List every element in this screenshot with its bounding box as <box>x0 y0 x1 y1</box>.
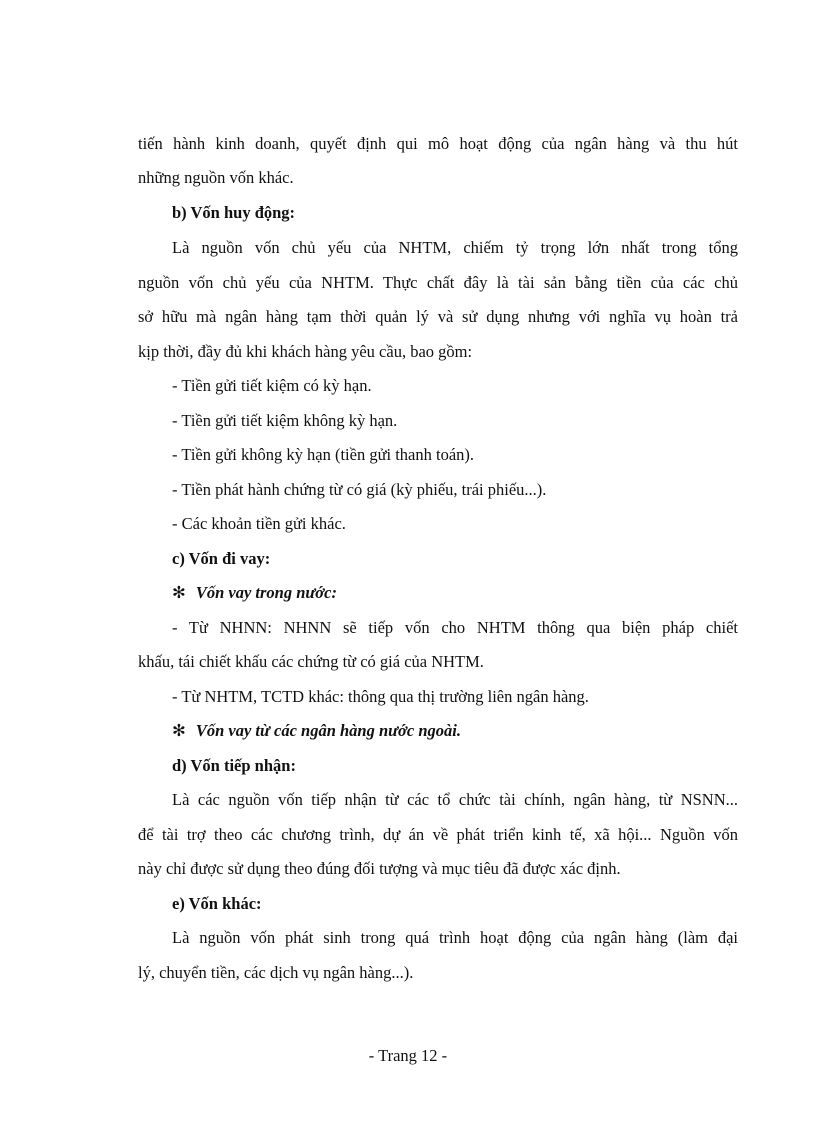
paragraph-line: những nguồn vốn khác. <box>138 168 294 187</box>
list-item: - Tiền gửi tiết kiệm không kỳ hạn. <box>172 411 398 430</box>
paragraph-line: nguồn vốn chủ yếu của NHTM. Thực chất đây là tài sản bằng tiền của các chủ <box>138 273 738 292</box>
list-item: - Tiền gửi không kỳ hạn (tiền gửi thanh toán). <box>172 445 475 464</box>
paragraph-line: để tài trợ theo các chương trình, dự án về phát triển kinh tế, xã hội... Nguồn vốn <box>138 825 738 844</box>
section-heading-d: d) Vốn tiếp nhận: <box>172 756 296 775</box>
asterisk-icon: ✻ <box>172 583 186 602</box>
list-item: - Các khoản tiền gửi khác. <box>172 514 346 533</box>
paragraph-line: Là các nguồn vốn tiếp nhận từ các tổ chức tài chính, ngân hàng, từ NSNN... <box>172 790 738 809</box>
section-heading-b: b) Vốn huy động: <box>172 203 296 222</box>
paragraph-line: Là nguồn vốn phát sinh trong quá trình hoạt động của ngân hàng (làm đại <box>172 928 738 947</box>
paragraph-line: - Từ NHTM, TCTD khác: thông qua thị trường liên ngân hàng. <box>172 687 589 706</box>
paragraph-line: sở hữu mà ngân hàng tạm thời quản lý và sử dụng nhưng với nghĩa vụ hoàn trả <box>138 307 738 326</box>
asterisk-icon: ✻ <box>172 721 186 740</box>
bullet-heading <box>172 721 738 741</box>
section-heading-c: c) Vốn đi vay: <box>172 549 271 568</box>
paragraph-line: này chỉ được sử dụng theo đúng đối tượng và mục tiêu đã được xác định. <box>138 859 621 878</box>
list-item: - Tiền gửi tiết kiệm có kỳ hạn. <box>172 376 372 395</box>
paragraph-line: Là nguồn vốn chủ yếu của NHTM, chiếm tỷ trọng lớn nhất trong tổng <box>172 238 738 257</box>
list-item: - Tiền phát hành chứng từ có giá (kỳ phiếu, trái phiếu...). <box>172 480 547 499</box>
paragraph-line: kịp thời, đầy đủ khi khách hàng yêu cầu, bao gồm: <box>138 342 473 361</box>
bullet-heading-text: Vốn vay từ các ngân hàng nước ngoài. <box>195 721 461 740</box>
paragraph-line: lý, chuyển tiền, các dịch vụ ngân hàng...). <box>138 963 414 982</box>
bullet-heading <box>172 583 738 603</box>
paragraph-line: - Từ NHNN: NHNN sẽ tiếp vốn cho NHTM thông qua biện pháp chiết <box>172 618 738 637</box>
page-number: - Trang 12 - <box>368 1046 448 1065</box>
paragraph-line: tiến hành kinh doanh, quyết định qui mô hoạt động của ngân hàng và thu hút <box>138 134 738 153</box>
bullet-heading-text: Vốn vay trong nước: <box>195 583 337 602</box>
section-heading-e: e) Vốn khác: <box>172 894 262 913</box>
paragraph-line: khấu, tái chiết khấu các chứng từ có giá của NHTM. <box>138 652 484 671</box>
